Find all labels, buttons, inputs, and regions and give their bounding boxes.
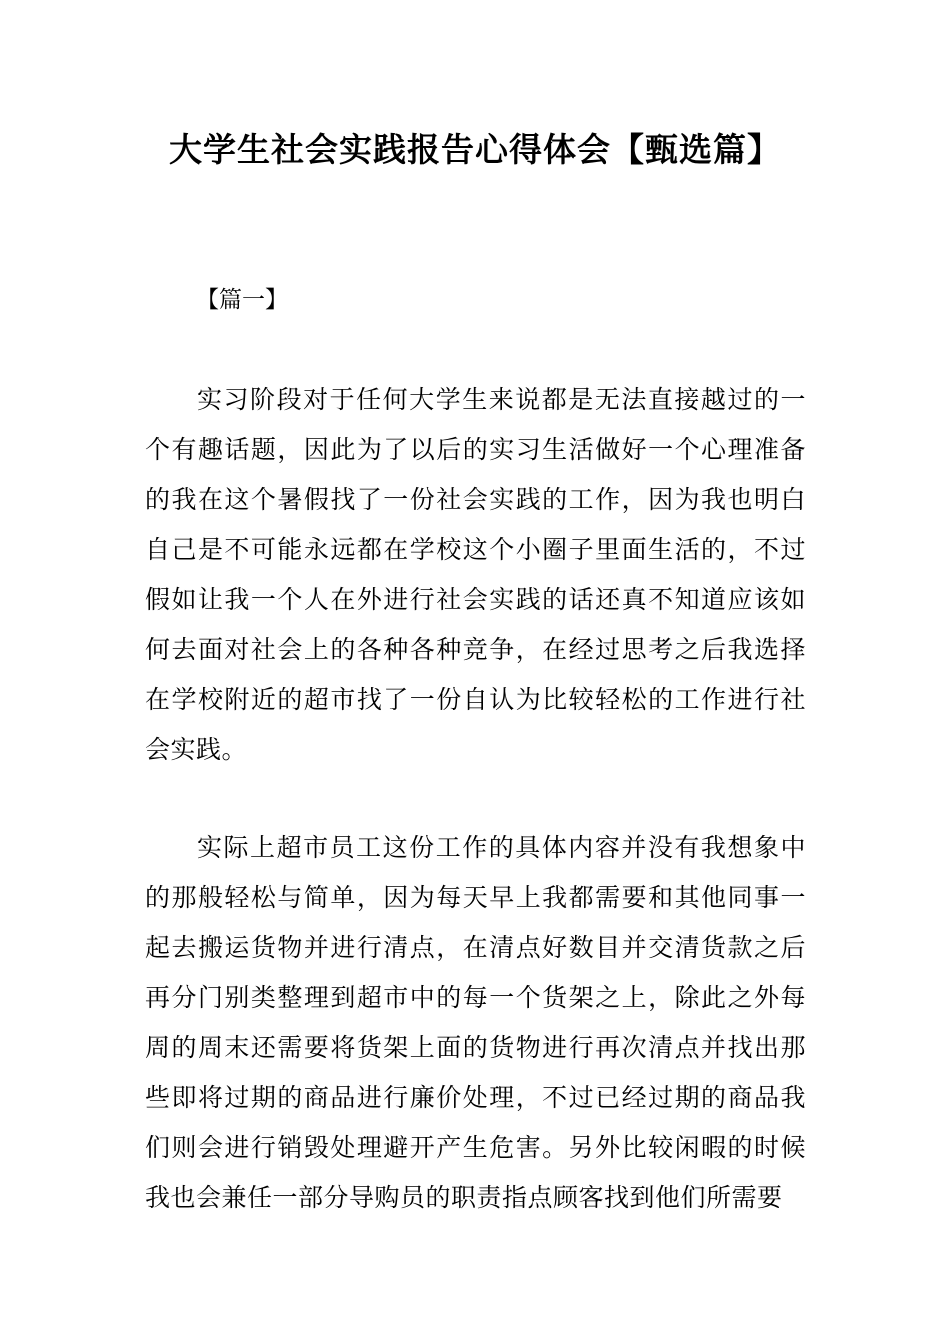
section-heading: 【篇一】 bbox=[196, 287, 288, 313]
body-paragraph-1: 实习阶段对于任何大学生来说都是无法直接越过的一个有趣话题，因此为了以后的实习生活做好一个心理准备的我在这个暑假找了一份社会实践的工作，因为我也明白自己是不可能永远都在学校这个小圈子里面生活的，不过假如让我一个人在外进行社会实践的话还真不知道应该如何去面对社会上的各种各种竞争，在经过思考之后我选择在学校附近的超市找了一份自认为比较轻松的工作进行社会实践。 bbox=[145, 385, 806, 764]
document-title: 大学生社会实践报告心得体会【甄选篇】 bbox=[169, 130, 781, 169]
body-paragraph-2: 实际上超市员工这份工作的具体内容并没有我想象中的那般轻松与简单，因为每天早上我都需要和其他同事一起去搬运货物并进行清点，在清点好数目并交清货款之后再分门别类整理到超市中的每一个货架之上，除此之外每周的周末还需要将货架上面的货物进行再次清点并找出那些即将过期的商品进行廉价处理，不过已经过期的商品我们则会进行销毁处理避开产生危害。另外比较闲暇的时候我也会兼任一部分导购员的职责指点顾客找到他们所需要 bbox=[145, 833, 806, 1212]
